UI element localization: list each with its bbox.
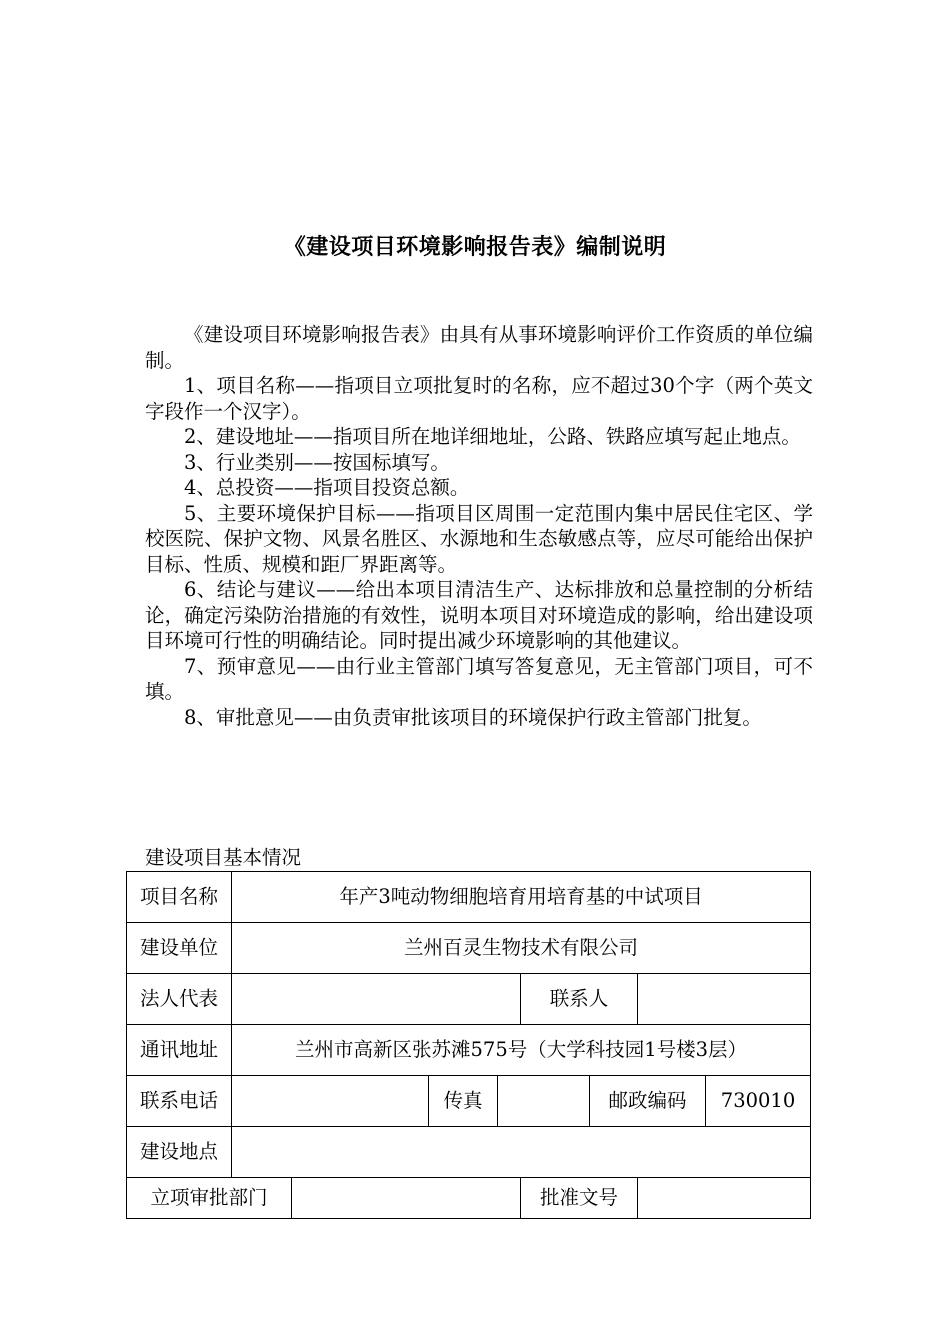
table-row	[127, 923, 811, 974]
site-value	[232, 1127, 811, 1178]
postcode-value: 730010	[706, 1076, 811, 1127]
fax-label: 传真	[429, 1076, 498, 1127]
approval-dept-label: 立项审批部门	[127, 1178, 292, 1219]
postcode-label: 邮政编码	[590, 1076, 706, 1127]
address-label: 通讯地址	[127, 1025, 232, 1076]
section-heading: 建设项目基本情况	[145, 846, 302, 869]
paragraph-item-2: 2、建设地址——指项目所在地详细地址，公路、铁路应填写起止地点。	[184, 425, 801, 448]
project-name-label: 项目名称	[127, 872, 232, 923]
legal-rep-value	[232, 974, 521, 1025]
paragraph-item-3: 3、行业类别——按国标填写。	[184, 450, 450, 474]
unit-value: 兰州百灵生物技术有限公司	[232, 923, 811, 974]
approval-no-value	[638, 1178, 811, 1219]
project-name-value: 年产3吨动物细胞培育用培育基的中试项目	[232, 872, 811, 923]
approval-no-label: 批准文号	[521, 1178, 638, 1219]
fax-value	[498, 1076, 590, 1127]
paragraph-item-6: 6、结论与建议——给出本项目清洁生产、达标排放和总量控制的分析结论，确定污染防治措施的有效性，说明本项目对环境造成的影响，给出建设项目环境可行性的明确结论。同时提出减少环境影响的其他建议。	[145, 578, 813, 652]
legal-rep-label: 法人代表	[127, 974, 232, 1025]
paragraph-item-7: 7、预审意见——由行业主管部门填写答复意见，无主管部门项目，可不填。	[145, 654, 813, 703]
document-title: 《建设项目环境影响报告表》编制说明	[283, 235, 667, 260]
table-row	[127, 1025, 811, 1076]
paragraph-item-1: 1、项目名称——指项目立项批复时的名称，应不超过30个字（两个英文字段作一个汉字）。	[145, 374, 813, 423]
table-row	[127, 1127, 811, 1178]
contact-value	[638, 974, 811, 1025]
table-row	[127, 974, 811, 1025]
phone-label: 联系电话	[127, 1076, 232, 1127]
phone-value	[232, 1076, 429, 1127]
project-info-table	[126, 871, 811, 1219]
approval-dept-value	[292, 1178, 521, 1219]
unit-label: 建设单位	[127, 923, 232, 974]
contact-label: 联系人	[521, 974, 638, 1025]
address-value: 兰州市高新区张苏滩575号（大学科技园1号楼3层）	[232, 1025, 811, 1076]
paragraph-intro: 《建设项目环境影响报告表》由具有从事环境影响评价工作资质的单位编制。	[145, 323, 813, 372]
site-label: 建设地点	[127, 1127, 232, 1178]
paragraph-item-5: 5、主要环境保护目标——指项目区周围一定范围内集中居民住宅区、学校医院、保护文物、风景名胜区、水源地和生态敏感点等，应尽可能给出保护目标、性质、规模和距厂界距离等。	[145, 501, 813, 576]
paragraph-item-8: 8、审批意见——由负责审批该项目的环境保护行政主管部门批复。	[184, 705, 762, 729]
table-row	[127, 1178, 811, 1219]
paragraph-item-4: 4、总投资——指项目投资总额。	[184, 476, 470, 499]
table-row	[127, 872, 811, 923]
instructions-body	[145, 322, 813, 730]
table-row	[127, 1076, 811, 1127]
